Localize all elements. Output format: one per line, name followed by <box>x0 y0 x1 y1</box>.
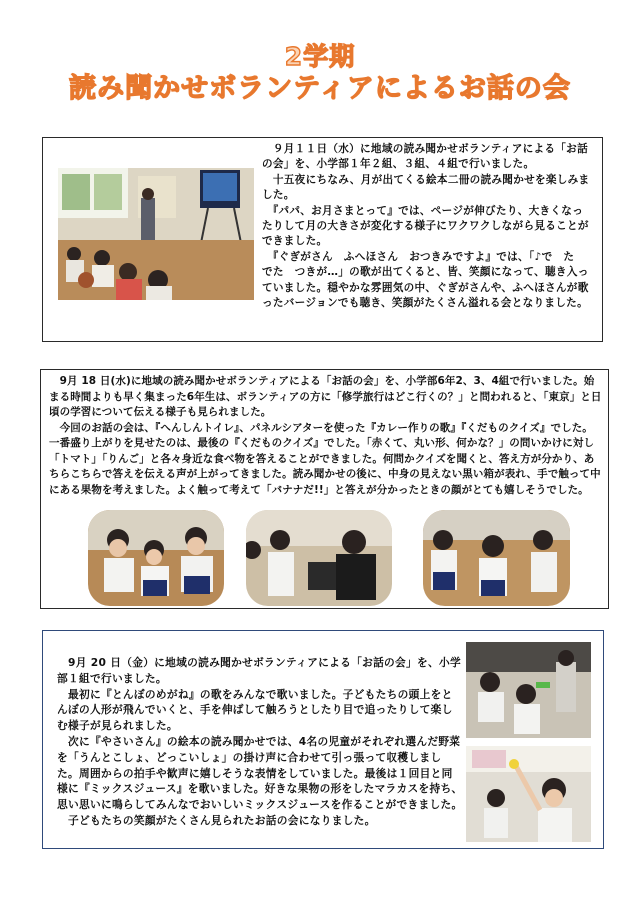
photo-classroom-storytelling <box>58 168 254 300</box>
photo-dragonfly-song <box>466 642 591 738</box>
report-box-sep20 <box>42 630 604 849</box>
page-title-main: 読み聞かせボランティアによるお話の会 <box>69 73 571 104</box>
section3-text <box>57 655 463 829</box>
report-box-sep18 <box>40 369 609 609</box>
photo-quiz-students <box>423 510 570 606</box>
photo-volunteer-with-students <box>246 510 392 606</box>
report-box-sep11 <box>42 137 603 342</box>
photo-students-seated <box>88 510 224 606</box>
section2-paragraph: 9月 18 日(水)に地域の読み聞かせボランティアによる「お話の会」を、小学部6年2、3、4組で行いました。始まる時間よりも早く集まった6年生は、ボランティアの方に「修学旅行はどこ行くの？」と問われると、「東京」と日頃の学習について伝える様子も見られました。 <box>49 375 602 418</box>
section3-paragraph: 子どもたちの笑顔がたくさん見られたお話の会になりました。 <box>57 813 376 827</box>
section3-paragraph: 次に『やさいさん』の絵本の読み聞かせでは、4名の児童がそれぞれ選んだ野菜を「うんとこしょ、どっこいしょ」の掛け声に合わせて引っ張って収穫しました。周囲からの拍手や歓声に嬉しそうな表情をしていました。最後は１回目と同様に『ミックスジュース』を歌いました。好きな果物の形をしたマラカスを持ち、思い思いに鳴らしてみんなでおいしいミックスジュースを作ることができました。 <box>57 734 463 812</box>
section3-paragraph: 9月 20 日（金）に地域の読み聞かせボランティアによる「お話の会」を、小学部１組で行いました。 <box>57 656 461 685</box>
section2-paragraph: 今回のお話の会は、『へんしんトイレ』、パネルシアターを使った『カレー作りの歌』『くだものクイズ』でした。一番盛り上がりを見せたのは、最後の『くだものクイズ』でした。「赤くて、丸い形、何かな？」の問いかけに対し「トマト」「りんご」と各々身近な食べ物を答えることができました。何問かクイズを聞くと、答え方が分かり、あちらこちらで答えを伝える声が上がってきました。読み聞かせの後に、中身の見えない黒い箱が表れ、手で触って中にある果物を考えました。よく触って考えて「バナナだ!!」と答えが分かったときの顔がとても嬉しそうでした。 <box>49 421 601 496</box>
photo-mix-juice-song <box>466 746 591 842</box>
section1-paragraph: 『ぐぎがさん ふへほさん おつきみですよ』では、「♪で た でた つきが…」の歌が出てくると、皆、笑顔になって、聴き入っていました。穏やかな雰囲気の中、ぐぎがさんや、ふへほさんが歌ったバージョンでも聴き、笑顔がたくさん溢れる会となりました。 <box>262 250 589 310</box>
page-title-term: 2学期 <box>284 42 356 71</box>
section1-paragraph: ９月１１日（水）に地域の読み聞かせボランティアによる「お話の会」を、小学部１年２組、３組、４組で行いました。 <box>262 143 588 171</box>
section3-paragraph: 最初に『とんぼのめがね』の歌をみんなで歌いました。子どもたちの頭上をとんぼの人形が飛んでいくと、手を伸ばして触ろうとしたり目で追ったりして楽しむ様子が見られました。 <box>57 687 453 733</box>
section1-paragraph: 十五夜にちなみ、月が出てくる絵本二冊の読み聞かせを楽しみました。 <box>262 173 590 202</box>
section2-text <box>49 374 602 498</box>
section1-paragraph: 『パパ、お月さまとって』では、ページが伸びたり、大きくなったりして月の大きさが変化する様子にワクワクしながら見ることができました。 <box>262 204 589 248</box>
section1-text <box>262 142 592 311</box>
